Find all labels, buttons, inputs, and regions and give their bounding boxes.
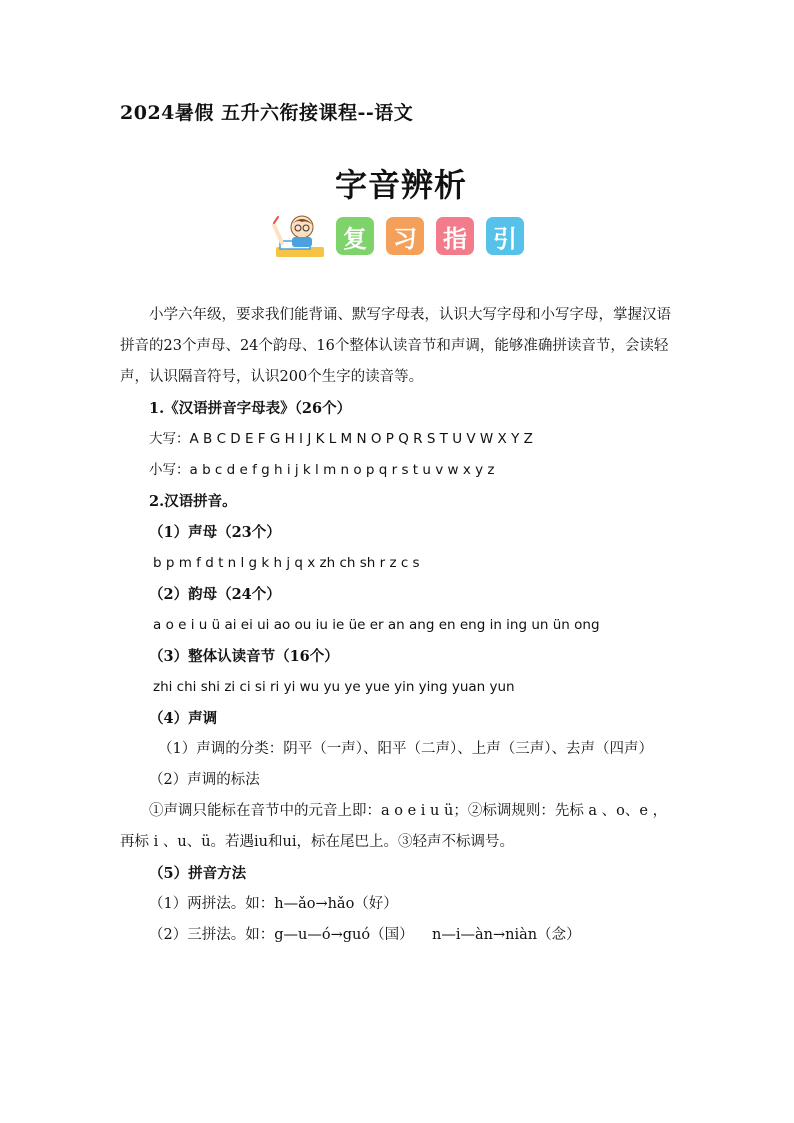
section2-heading: 2.汉语拼音。 xyxy=(149,493,237,510)
finals-list: a o e i u ü ai ei ui ao ou iu ie üe er an ang en eng in ing un ün ong xyxy=(153,617,600,633)
spelling-method-heading: （5）拼音方法 xyxy=(149,865,247,882)
page-header: 2024暑假 五升六衔接课程--语文 xyxy=(120,102,414,124)
initials-list: b p m f d t n l g k h j q x zh ch sh r z c s xyxy=(153,555,420,571)
three-part-spelling: （2）三拼法。如：g—u—ó→guó（国） n—i—àn→niàn（念） xyxy=(149,927,581,943)
finals-heading: （2）韵母（24个） xyxy=(149,586,281,603)
tone-marking-rules: ①声调只能标在音节中的元音上即：a o e i u ü；②标调规则：先标 a 、o、e ，再标 i 、u、ü。若遇iu和ui，标在尾巴上。③轻声不标调号。 xyxy=(120,803,668,850)
tone-heading: （4）声调 xyxy=(149,710,218,727)
whole-syllables-list: zhi chi shi zi ci si ri yi wu yu ye yue yin ying yuan yun xyxy=(153,679,515,695)
two-part-spelling: （1）两拼法。如：h—ǎo→hǎo（好） xyxy=(149,896,398,912)
studying-kid-icon xyxy=(272,213,328,259)
guide-tile-xi: 习 xyxy=(386,217,424,255)
section1-heading: 1.《汉语拼音字母表》（26个） xyxy=(149,400,352,417)
uppercase-alphabet: 大写：A B C D E F G H I J K L M N O P Q R S T U V W X Y Z xyxy=(149,431,533,447)
whole-syllables-heading: （3）整体认读音节（16个） xyxy=(149,648,339,665)
guide-tile-yin: 引 xyxy=(486,217,524,255)
review-guide-banner xyxy=(272,213,536,259)
guide-tile-fu: 复 xyxy=(336,217,374,255)
lowercase-alphabet: 小写：a b c d e f g h i j k l m n o p q r s t u v w x y z xyxy=(149,462,495,478)
guide-tile-zhi: 指 xyxy=(436,217,474,255)
initials-heading: （1）声母（23个） xyxy=(149,524,281,541)
page-title: 字音辨析 xyxy=(334,166,467,204)
document-body xyxy=(120,300,680,951)
tone-classification: （1）声调的分类：阴平（一声）、阳平（二声）、上声（三声）、去声（四声） xyxy=(158,741,653,757)
tone-marking-heading: （2）声调的标法 xyxy=(149,772,260,788)
intro-paragraph: 小学六年级，要求我们能背诵、默写字母表，认识大写字母和小写字母，掌握汉语拼音的23个声母、24个韵母、16个整体认读音节和声调，能够准确拼读音节，会读轻声，认识隔音符号，认识200个生字的读音等。 xyxy=(120,307,671,385)
